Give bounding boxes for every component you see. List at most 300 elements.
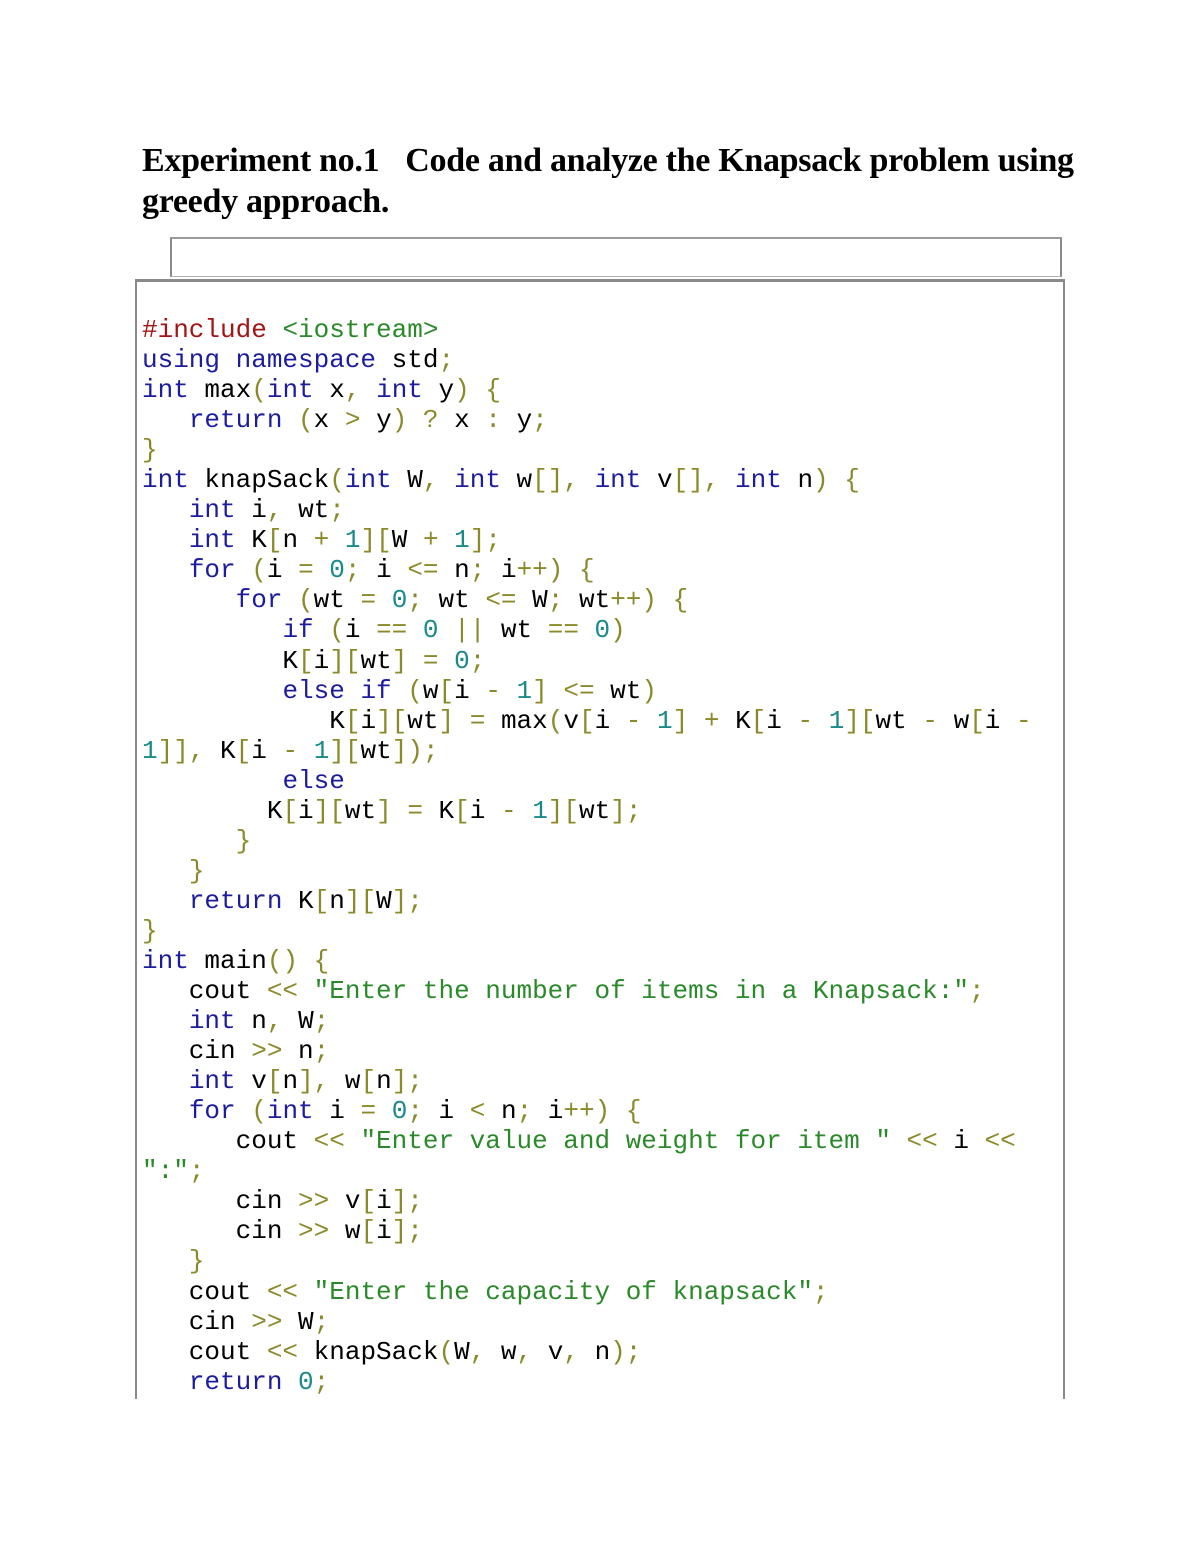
code-token: ][ (344, 885, 377, 916)
code-token: << (266, 1336, 314, 1367)
code-token: << (984, 1126, 1016, 1157)
code-token: K (251, 525, 267, 556)
code-token: n (376, 1066, 392, 1097)
code-token: , (422, 465, 455, 496)
code-token (142, 1066, 189, 1096)
code-token: int (188, 1006, 252, 1037)
code-token: wt (500, 615, 548, 646)
code-line (142, 1307, 1032, 1337)
code-token: K (438, 795, 455, 826)
code-token: y (376, 405, 392, 436)
code-token: ; (469, 555, 501, 586)
code-token: wt (438, 585, 486, 616)
code-token: ; (407, 585, 439, 616)
code-token: + (313, 525, 345, 556)
code-token: i (376, 1186, 392, 1217)
code-token (142, 856, 189, 886)
code-token: W (376, 885, 392, 916)
code-token: max (500, 705, 548, 736)
code-token: , (266, 1006, 299, 1037)
code-token: y (516, 405, 533, 436)
code-token: + (422, 525, 455, 556)
code-token: i (376, 1216, 392, 1247)
code-token: int (142, 465, 205, 496)
code-token: 0 (391, 585, 408, 616)
code-token: n (282, 1066, 299, 1097)
code-token: ++ (563, 1096, 595, 1127)
code-token: , (469, 1336, 501, 1367)
code-token: wt (610, 675, 642, 706)
code-token: [ (360, 1216, 377, 1247)
code-token: = (360, 1096, 392, 1127)
code-token: W (532, 585, 548, 616)
code-token: >> (251, 1036, 299, 1067)
code-token: , (516, 1336, 548, 1367)
code-token: - (282, 735, 314, 766)
code-token: 0 (391, 1096, 408, 1127)
code-token: ? (422, 405, 455, 436)
code-token: v (656, 465, 673, 496)
code-line (142, 465, 1032, 495)
code-line (142, 1126, 1032, 1156)
code-token: cin (142, 1306, 252, 1337)
code-token: ; (968, 976, 985, 1007)
code-token: ) { (641, 585, 689, 616)
code-token: ; (344, 555, 377, 586)
code-line (142, 1036, 1032, 1066)
code-token: ( (298, 405, 314, 436)
code-token: < (469, 1096, 501, 1127)
code-token: - (625, 705, 658, 736)
code-token: = (407, 795, 439, 826)
code-token (142, 1096, 189, 1126)
code-line (142, 1277, 1032, 1307)
code-token: return (188, 1366, 299, 1397)
code-token: ][ (376, 705, 408, 736)
code-token: x (454, 405, 486, 436)
code-token: for (235, 585, 299, 616)
code-token: << (266, 1276, 314, 1307)
code-token: ) (391, 405, 423, 436)
code-line (142, 345, 1032, 375)
code-token: i (376, 555, 408, 586)
code-token: else (282, 765, 345, 796)
code-line (142, 1246, 1032, 1276)
code-token: ++ (610, 585, 642, 616)
code-token: [], (532, 465, 595, 496)
code-token: : (485, 405, 517, 436)
code-token: cout (142, 1336, 267, 1367)
code-token: [ (454, 795, 470, 826)
code-line (142, 1216, 1032, 1246)
code-token: cout (142, 1126, 314, 1157)
code-token: v (251, 1066, 267, 1097)
code-token: ; (812, 1276, 829, 1307)
code-token: K (142, 795, 283, 826)
code-token: [], (672, 465, 736, 496)
code-token: << (266, 976, 314, 1007)
code-token: 1 (516, 675, 533, 706)
code-token: <= (485, 585, 533, 616)
code-token: K (142, 705, 345, 736)
code-token: cout (142, 976, 267, 1007)
code-line (142, 886, 1032, 916)
code-token: n (500, 1096, 517, 1127)
code-token: #include (142, 315, 283, 345)
code-token: [ (266, 525, 283, 556)
code-token: ) { (594, 1096, 642, 1127)
code-token: ) { (454, 375, 501, 406)
code-token: n (329, 885, 345, 916)
code-token: ( (438, 1336, 455, 1367)
code-token: ] (376, 795, 408, 826)
code-token: , (266, 495, 299, 526)
code-line (142, 495, 1032, 525)
code-token: ], (298, 1066, 345, 1097)
code-token: w (516, 465, 533, 496)
code-token: == (547, 615, 595, 646)
code-token: 0 (422, 615, 455, 646)
code-token: [ (235, 735, 252, 766)
code-token: - (500, 795, 533, 826)
code-token (142, 1246, 189, 1276)
code-line (142, 856, 1032, 886)
code-token: int (735, 465, 798, 496)
code-token: [ (750, 705, 767, 736)
code-token: int (594, 465, 657, 496)
code-token: ( (298, 585, 314, 616)
code-token: v (547, 1336, 564, 1367)
code-token: + (703, 705, 736, 736)
code-line (142, 706, 1032, 736)
code-token: ( (251, 1096, 267, 1127)
code-token: n (797, 465, 814, 496)
code-token: n (594, 1336, 611, 1367)
code-token: ; (438, 345, 455, 376)
code-line (142, 946, 1032, 976)
code-token: int (266, 375, 330, 406)
code-token: ; (329, 495, 345, 526)
code-token: v (563, 705, 579, 736)
code-token: i (766, 705, 798, 736)
code-token: [ (298, 645, 314, 676)
code-token: ( (407, 675, 423, 706)
code-token: , (344, 375, 377, 406)
code-token: i (298, 795, 314, 826)
code-token: ":" (142, 1156, 189, 1187)
code-token: K (298, 885, 314, 916)
code-token: std (391, 345, 439, 376)
code-token: >> (298, 1186, 345, 1217)
code-token: W (298, 1006, 314, 1037)
code-token: return (188, 405, 299, 436)
code-token: || (454, 615, 501, 646)
code-token: ( (329, 465, 345, 496)
code-token: ][ (844, 705, 876, 736)
code-token: << (313, 1126, 361, 1157)
code-line (142, 646, 1032, 676)
code-token: "Enter the capacity of knapsack" (313, 1276, 813, 1307)
code-line (142, 826, 1032, 856)
code-line (142, 555, 1032, 585)
page-title (142, 140, 1102, 222)
code-token: ]; (391, 1216, 423, 1247)
code-token: int (142, 945, 205, 976)
code-token: ; (547, 585, 579, 616)
code-token: return (188, 885, 299, 916)
code-token: i (360, 705, 377, 736)
code-token: () { (266, 945, 330, 976)
code-token: i (313, 645, 330, 676)
code-token (142, 405, 189, 435)
code-token: } (142, 435, 158, 466)
code-token: 0 (329, 555, 345, 586)
code-token: n (454, 555, 470, 586)
code-token: ; (313, 1366, 330, 1397)
code-line (142, 615, 1032, 645)
code-token: } (142, 915, 158, 946)
code-token: 1 (313, 735, 330, 766)
code-token: ] (391, 645, 423, 676)
code-token: i (984, 705, 1017, 736)
code-token: "Enter value and weight for item " (360, 1126, 907, 1157)
code-token: for (188, 1096, 252, 1127)
code-token: ; (313, 1306, 330, 1337)
code-token: wt (578, 585, 611, 616)
code-token: 0 (298, 1366, 314, 1397)
code-token: [ (360, 1186, 377, 1217)
code-token: - (797, 705, 829, 736)
code-token: using namespace (142, 345, 392, 376)
code-token: ]; (391, 1066, 423, 1097)
code-line (142, 525, 1032, 555)
code-token: ) { (813, 465, 860, 496)
code-token: } (235, 825, 252, 856)
code-token: int (266, 1096, 330, 1127)
code-token: i (454, 675, 486, 706)
code-token: w (500, 1336, 517, 1367)
code-token: [ (360, 1066, 377, 1097)
code-token: ]); (391, 735, 439, 766)
code-token: wt (298, 495, 330, 526)
code-token (142, 676, 282, 706)
code-line (142, 1186, 1032, 1216)
code-token: == (376, 615, 423, 646)
code-token: ( (251, 555, 267, 586)
code-token: ]; (469, 525, 501, 556)
code-token: ] (672, 705, 704, 736)
code-token: int (454, 465, 517, 496)
code-line (142, 736, 1032, 766)
code-token: <= (563, 675, 611, 706)
code-line (142, 676, 1032, 706)
code-line (142, 796, 1032, 826)
code-token: K (220, 735, 236, 766)
code-token: << (906, 1126, 954, 1157)
code-token: ); (610, 1336, 642, 1367)
code-token: x (329, 375, 345, 406)
code-token: wt (407, 705, 439, 736)
code-line (142, 916, 1032, 946)
code-token: ; (313, 1036, 330, 1067)
code-token: else if (282, 675, 408, 706)
code-token: cout (142, 1276, 267, 1307)
code-token: } (188, 1246, 205, 1277)
code-token: ++ (516, 555, 548, 586)
code-token: ] (438, 705, 470, 736)
code-token: 1 (454, 525, 470, 556)
code-token: ( (547, 705, 564, 736)
code-token: ]; (610, 795, 642, 826)
experiment-number: Experiment no.1 (142, 142, 380, 179)
code-token: w (344, 1066, 361, 1097)
code-token: int (188, 1066, 252, 1097)
code-line (142, 315, 1032, 345)
code-token: = (469, 705, 501, 736)
code-token: ][ (360, 525, 392, 556)
code-token: cin (142, 1186, 299, 1217)
code-token: K (735, 705, 751, 736)
code-line (142, 766, 1032, 796)
code-token: W (407, 465, 423, 496)
code-token: wt (360, 645, 392, 676)
code-line (142, 435, 1032, 465)
code-token: knapSack (313, 1336, 439, 1367)
code-token: <iostream> (282, 315, 439, 345)
code-token: max (204, 375, 252, 406)
code-line (142, 1156, 1032, 1186)
code-token: i (344, 615, 377, 646)
code-token: - (1016, 705, 1032, 736)
code-token: >> (251, 1306, 299, 1337)
code-token: W (391, 525, 423, 556)
code-token: w (422, 675, 439, 706)
code-token: i (469, 795, 501, 826)
code-token: ; (516, 1096, 548, 1127)
code-token: W (298, 1306, 314, 1337)
code-token: [ (969, 705, 985, 736)
code-line (142, 375, 1032, 405)
code-line (142, 976, 1032, 1006)
code-token: i (251, 495, 267, 526)
table-caption-cell (170, 237, 1062, 277)
code-token: wt (344, 795, 377, 826)
code-token: = (422, 645, 455, 676)
code-token: 1 (344, 525, 361, 556)
code-block (142, 315, 1032, 1397)
code-token: 1 (532, 795, 548, 826)
code-token (142, 1006, 189, 1036)
code-token (142, 585, 236, 615)
code-token (142, 615, 282, 645)
code-token: ][ (313, 795, 345, 826)
code-token: ][ (547, 795, 580, 826)
code-token: ]; (391, 885, 423, 916)
code-token: cin (142, 1036, 252, 1067)
code-token: ; (407, 1096, 439, 1127)
code-token: n (282, 525, 314, 556)
code-line (142, 1337, 1032, 1367)
code-line (142, 1006, 1032, 1036)
code-token: w (953, 705, 970, 736)
code-token: - (485, 675, 517, 706)
code-line (142, 405, 1032, 435)
code-token: int (142, 375, 205, 406)
code-token: ; (188, 1156, 205, 1187)
code-token: n (251, 1006, 267, 1037)
code-token: >> (298, 1216, 345, 1247)
code-token: i (438, 1096, 470, 1127)
code-token: w (344, 1216, 361, 1247)
code-token: int (188, 495, 252, 526)
code-token (142, 1367, 189, 1397)
code-token: [ (344, 705, 361, 736)
code-token: knapSack (204, 465, 330, 496)
code-token: = (360, 585, 392, 616)
code-token: main (204, 945, 267, 976)
code-token: i (547, 1096, 564, 1127)
code-token: ][ (329, 645, 361, 676)
code-token: [ (313, 885, 330, 916)
code-token: 1 (828, 705, 845, 736)
code-token: 1 (657, 705, 673, 736)
code-token (142, 555, 189, 585)
code-token: int (376, 375, 439, 406)
code-token: } (188, 855, 205, 886)
code-token: int (188, 525, 252, 556)
code-token: i (594, 705, 626, 736)
code-token: if (282, 615, 330, 646)
code-token: int (344, 465, 408, 496)
code-token: > (344, 405, 377, 436)
code-token: ) (641, 675, 657, 706)
code-token: i (500, 555, 517, 586)
code-token: [ (282, 795, 299, 826)
code-token: ) (610, 615, 626, 646)
code-token: ; (469, 645, 486, 676)
code-line (142, 585, 1032, 615)
code-token: [ (578, 705, 595, 736)
code-token: y (438, 375, 455, 406)
code-token (142, 766, 282, 796)
code-token: 0 (454, 645, 470, 676)
code-token: [ (438, 675, 455, 706)
code-line (142, 1367, 1032, 1397)
code-token: ; (313, 1006, 330, 1037)
code-token: ( (329, 615, 345, 646)
code-token: , (563, 1336, 595, 1367)
code-token: cin (142, 1216, 299, 1247)
code-token: wt (313, 585, 361, 616)
code-token: ( (251, 375, 267, 406)
code-token: wt (360, 735, 392, 766)
code-token: v (344, 1186, 361, 1217)
code-token (142, 826, 236, 856)
code-token (142, 495, 189, 525)
code-line (142, 1066, 1032, 1096)
code-token: x (313, 405, 345, 436)
code-token: - (922, 705, 954, 736)
code-token: = (298, 555, 330, 586)
code-token: wt (579, 795, 611, 826)
code-token: ] (532, 675, 564, 706)
code-token: ][ (329, 735, 361, 766)
code-token: K (142, 645, 299, 676)
experiment-aim: Code and analyze the Knapsack problem using greedy approach. (142, 142, 1074, 220)
code-token: 1 (142, 735, 158, 766)
code-token: <= (407, 555, 455, 586)
code-token: wt (875, 705, 923, 736)
